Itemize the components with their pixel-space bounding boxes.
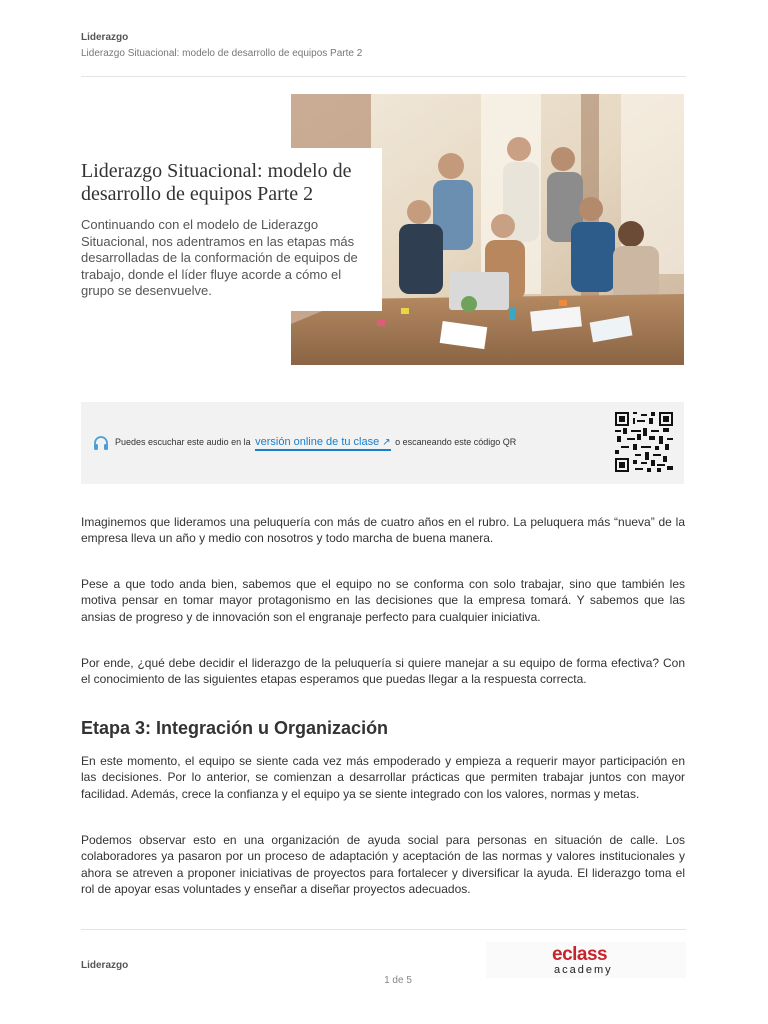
eclass-academy-logo [486, 942, 686, 978]
page-header [81, 32, 686, 59]
page-subtitle: Continuando con el modelo de Liderazgo Situacional, nos adentramos en las etapas más desarrolladas de la conformación de equipos de trabajo, donde el líder fluye acorde a cómo el grupo se desenvuelve. [81, 217, 358, 298]
footer-course-title: Liderazgo [81, 960, 129, 971]
header-divider [81, 76, 686, 77]
header-lesson-title: Liderazgo Situacional: modelo de desarrollo de equipos Parte 2 [81, 48, 363, 59]
logo-main-text: eclass [552, 944, 608, 965]
headphones-icon [92, 434, 110, 452]
footer-divider [81, 929, 686, 930]
paragraph-2: Pese a que todo anda bien, sabemos que el equipo no se conforma con solo trabajar, sino que también les motiva pensar en tomar mayor protagonismo en las decisiones que la empresa tomará. Y sabemos que las ansias de progreso y de innovación son el engranaje perfecto para cualquier iniciativa. [81, 577, 685, 624]
online-class-link[interactable] [255, 436, 391, 451]
paragraph-3: Por ende, ¿qué debe decidir el liderazgo de la peluquería si quiere manejar a su equipo de forma efectiva? Con el conocimiento de las siguientes etapas esperamos que puedas llegar a la respuesta correcta. [81, 656, 685, 687]
header-course-title: Liderazgo [81, 32, 129, 43]
online-class-link-label: versión online de tu clase [255, 436, 380, 448]
audio-banner [81, 402, 684, 484]
paragraph-5: Podemos observar esto en una organización de ayuda social para personas en situación de calle. Los colaboradores ya pasaron por un proceso de adaptación y aceptación de las normas y valores institucionales y ahora se atreven a proponer iniciativas de proyectos para fortalecer y diversificar la ayuda. El liderazgo toma el rol de apoyar esas voluntades y enseñar a diseñar proyectos adecuados. [81, 833, 685, 896]
audio-suffix: o escaneando este código QR [395, 437, 517, 447]
logo-sub-text: academy [554, 964, 613, 976]
external-arrow-icon: ↗ [382, 437, 391, 448]
page-title: Liderazgo Situacional: modelo de desarrollo de equipos Parte 2 [81, 160, 352, 205]
paragraph-4: En este momento, el equipo se siente cada vez más empoderado y empieza a requerir mayor participación en las decisiones. Por lo anterior, se comienzan a desarrollar prácticas que permiten trabajar juntos con mayor facilidad. Además, crece la confianza y el equipo ya se siente integrado con los valores, normas y metas. [81, 754, 685, 801]
audio-prefix: Puedes escuchar este audio en la [115, 437, 251, 447]
page-number: 1 de 5 [384, 975, 412, 986]
audio-message [115, 436, 516, 449]
qr-code-icon[interactable] [615, 412, 673, 472]
section-heading: Etapa 3: Integración u Organización [81, 718, 389, 738]
paragraph-1: Imaginemos que lideramos una peluquería con más de cuatro años en el rubro. La peluquera más “nueva” de la empresa lleva un año y medio con nosotros y todo marcha de buena manera. [81, 515, 685, 546]
